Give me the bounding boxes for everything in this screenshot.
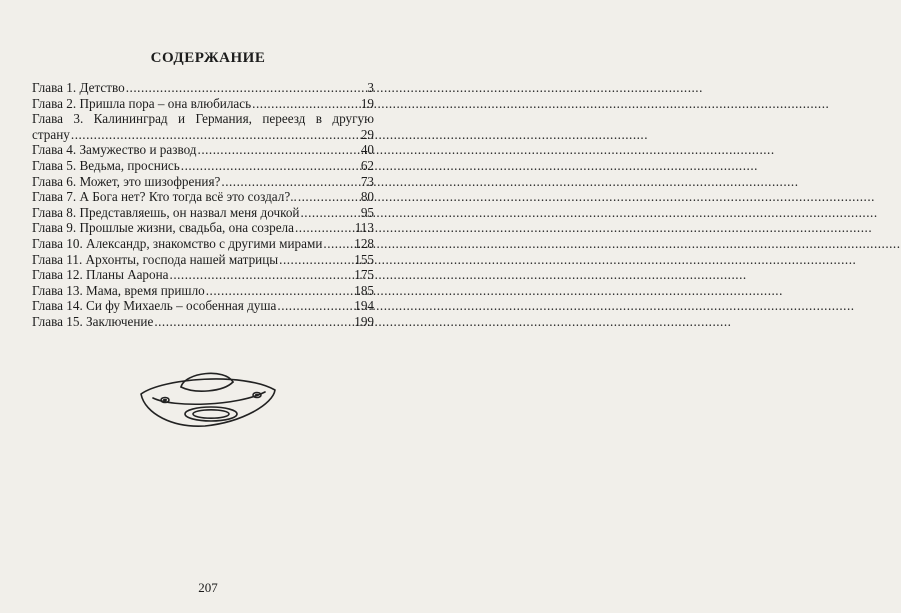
book-page: [0, 0, 416, 613]
page-title: СОДЕРЖАНИЕ: [150, 50, 266, 66]
toc-entry-page: 199: [354, 313, 374, 329]
toc-entry-page: 194: [354, 298, 374, 314]
toc-entry-title: Глава 12. Планы Аарона: [32, 267, 169, 283]
page-number: 207: [198, 580, 218, 595]
toc-entry-title: Глава 6. Может, это шизофрения?: [32, 173, 221, 189]
toc-entry-title: Глава 15. Заключение: [32, 313, 154, 329]
toc-entry-page: 128: [354, 235, 374, 251]
toc-entry-page: 95: [360, 204, 374, 220]
toc-entry-page: 113: [354, 220, 374, 236]
toc-entry-title: Глава 13. Мама, время пришло: [32, 282, 205, 298]
toc-entry-title: Глава 14. Си фу Михаель – особенная душа: [32, 298, 277, 314]
toc-entry: [32, 158, 374, 174]
ufo-icon: [133, 360, 283, 440]
toc-entry-title: Глава 8. Представляешь, он назвал меня дочкой: [32, 204, 300, 220]
toc-entry: [32, 283, 374, 299]
toc-entry-title: Глава 9. Прошлые жизни, свадьба, она созрела: [32, 220, 294, 236]
toc-entry-page: 155: [354, 251, 374, 267]
toc-entry-page: 19: [360, 95, 374, 111]
dot-leader: [295, 220, 354, 236]
toc-entry-title-continued: страну: [32, 126, 70, 142]
dot-leader: [154, 314, 353, 330]
toc-entry-title: Глава 7. А Бога нет? Кто тогда всё это создал?..: [32, 189, 297, 205]
toc-entry: [32, 252, 374, 268]
toc-entry: [32, 80, 374, 96]
toc-entry-continuation: [32, 127, 374, 143]
toc-entry-page: 73: [360, 173, 374, 189]
toc-entry-page: 80: [360, 189, 374, 205]
dot-leader: [206, 283, 353, 299]
toc-entry-page: 29: [360, 126, 374, 142]
dot-leader: [198, 142, 360, 158]
toc-entry-page: 3: [367, 80, 374, 95]
toc-entry-page: 185: [354, 282, 374, 298]
toc-entry-title: Глава 4. Замужество и развод: [32, 142, 197, 158]
toc-entry: [32, 96, 374, 112]
toc-entry: [32, 174, 374, 190]
toc-entry: [32, 205, 374, 221]
toc-entry-title: Глава 10. Александр, знакомство с другими мирами: [32, 235, 323, 251]
toc-entry-page: 40: [360, 142, 374, 158]
dot-leader: [323, 236, 353, 252]
toc-entry: [32, 220, 374, 236]
dot-leader: [221, 174, 359, 190]
toc-entry: [32, 267, 374, 283]
toc-entry-title: Глава 5. Ведьма, проснись: [32, 157, 180, 173]
dot-leader: [300, 205, 359, 221]
toc-entry: [32, 142, 374, 158]
toc-entry-title: Глава 1. Детство: [32, 80, 125, 95]
dot-leader: [126, 80, 367, 96]
toc-entry-page: 175: [354, 267, 374, 283]
table-of-contents: [32, 80, 374, 330]
toc-entry-title: Глава 11. Архонты, господа нашей матрицы: [32, 251, 279, 267]
toc-entry: [32, 111, 374, 142]
dot-leader: [170, 267, 354, 283]
toc-entry: [32, 298, 374, 314]
dot-leader: [252, 96, 360, 112]
dot-leader: [279, 252, 353, 268]
dot-leader: [71, 127, 360, 143]
toc-entry-title: Глава 2. Пришла пора – она влюбилась: [32, 95, 252, 111]
dot-leader: [298, 189, 360, 205]
toc-entry-title: Глава 3. Калининград и Германия, переезд в другую: [32, 111, 374, 127]
toc-entry: [32, 314, 374, 330]
toc-entry: [32, 236, 374, 252]
dot-leader: [181, 158, 360, 174]
toc-entry-page: 62: [360, 157, 374, 173]
dot-leader: [277, 298, 353, 314]
toc-entry: [32, 189, 374, 205]
